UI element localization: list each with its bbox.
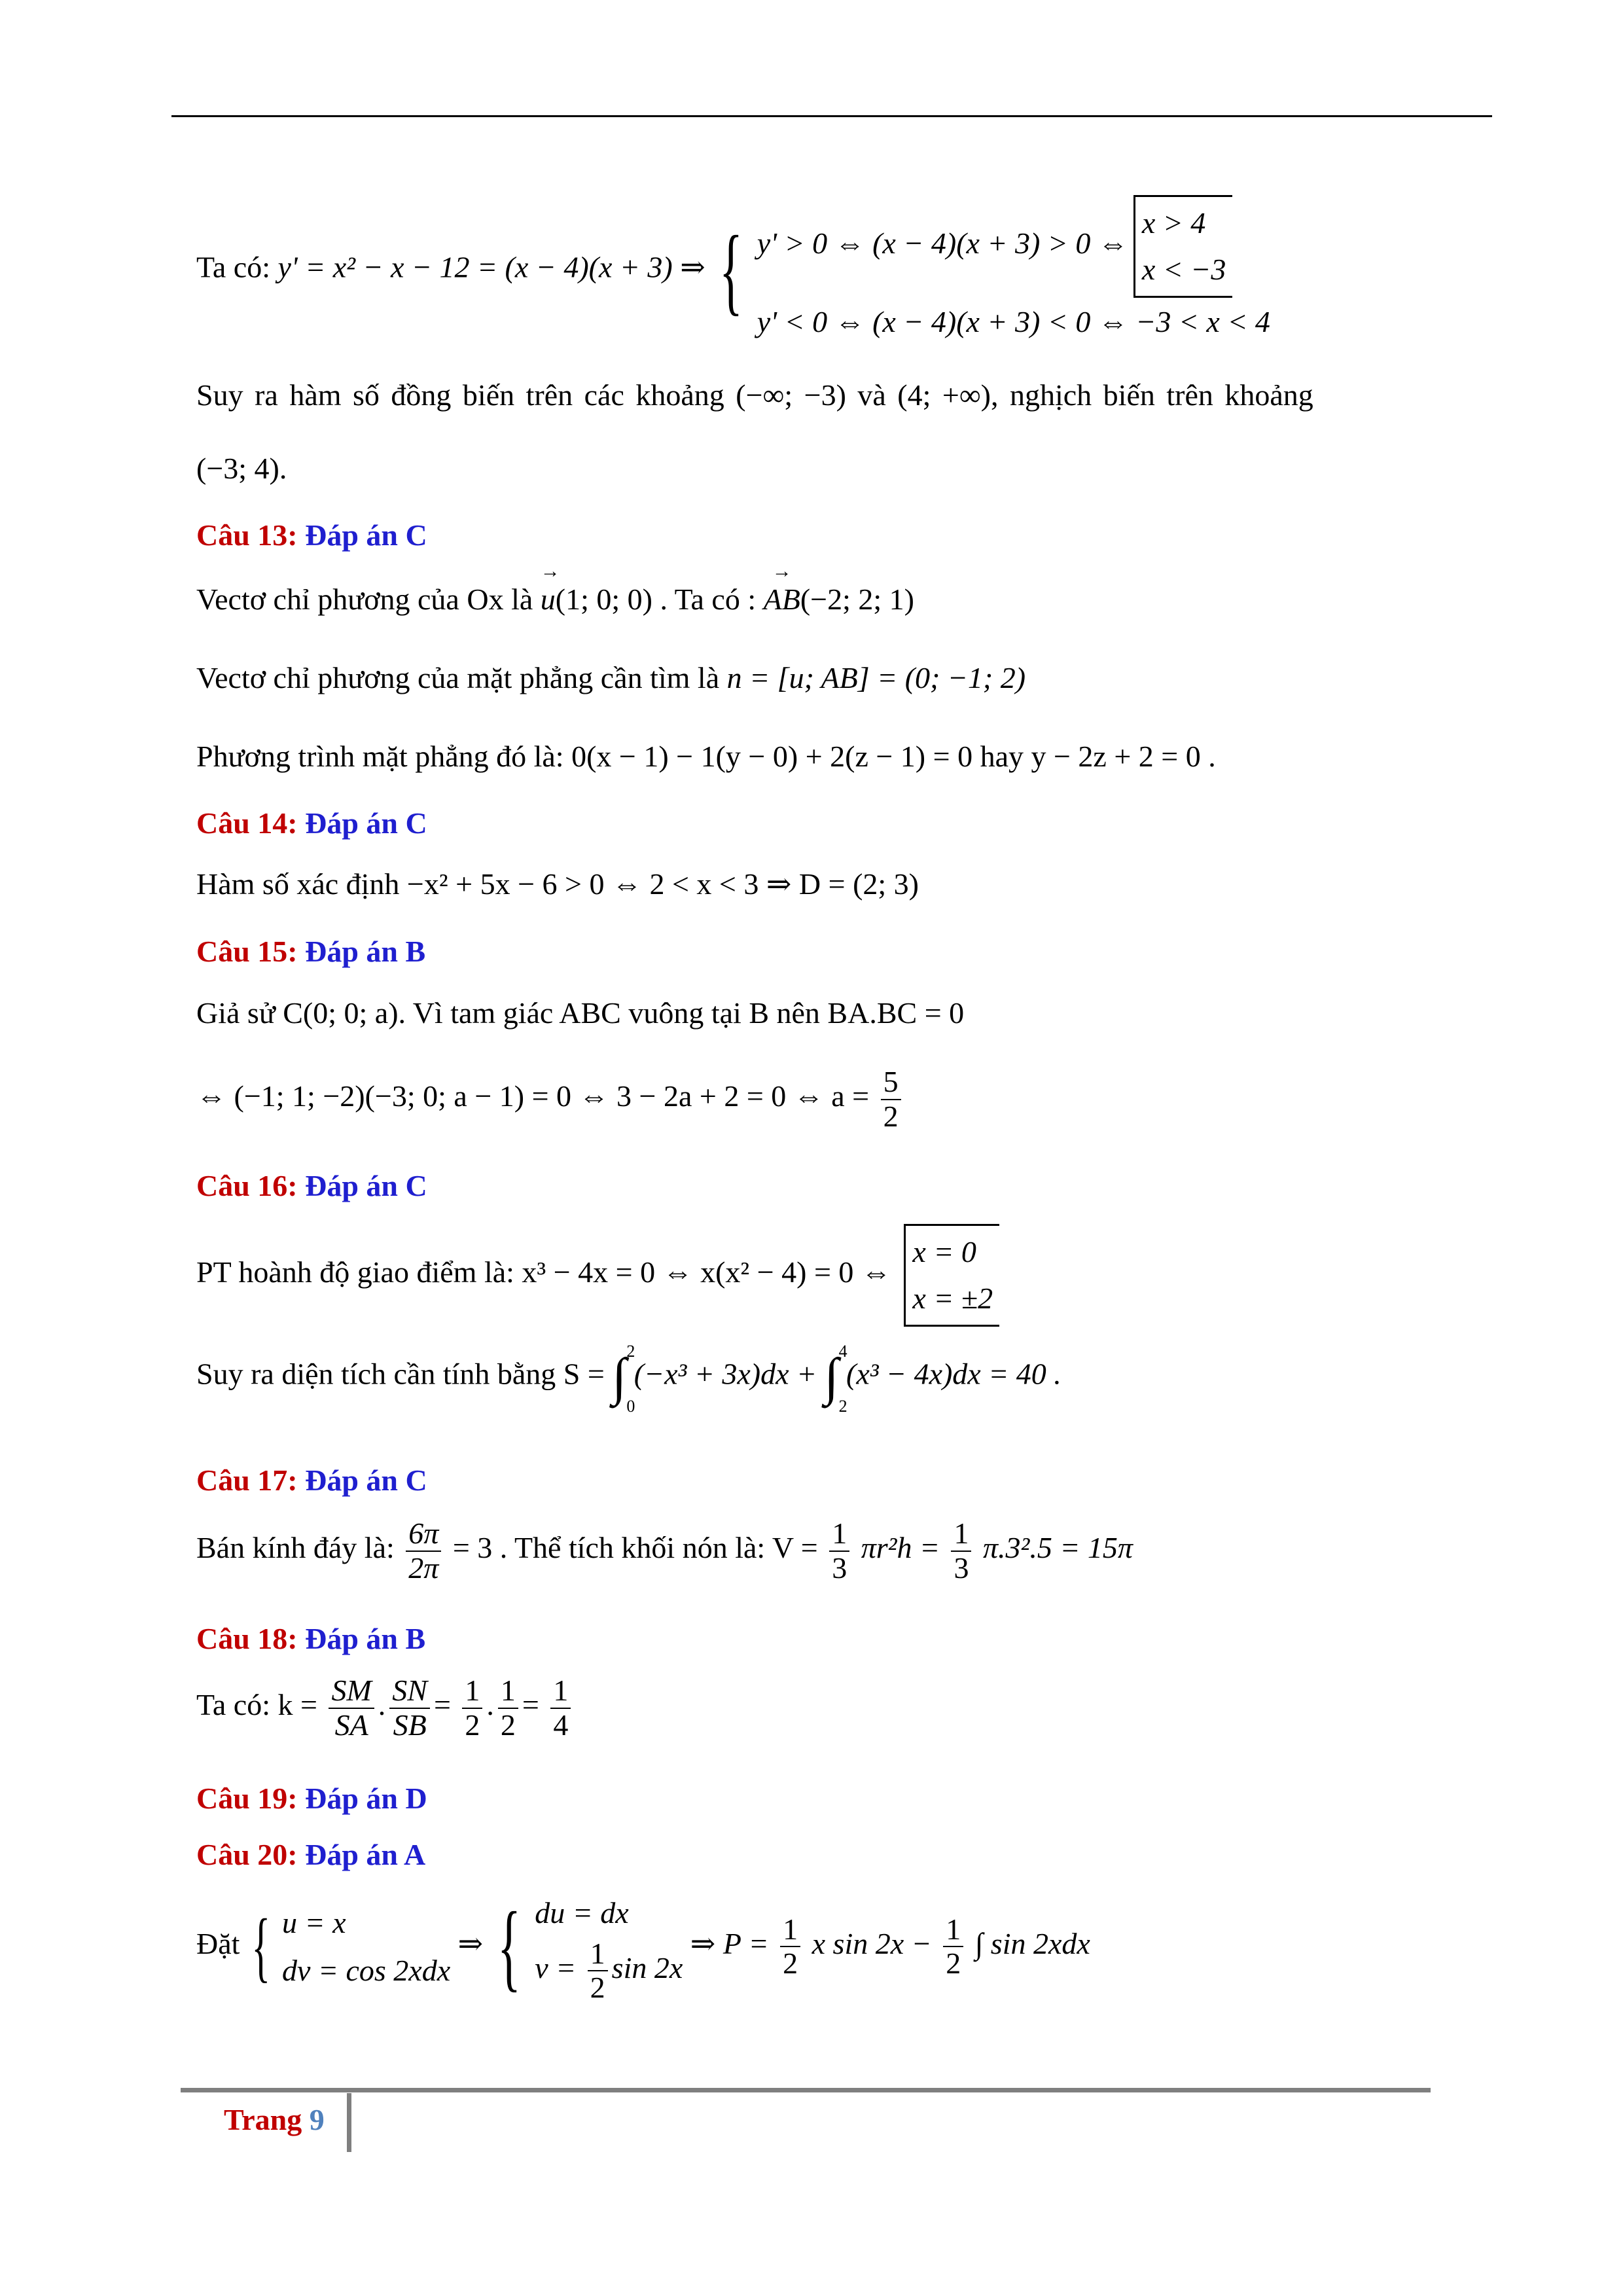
fraction: $\frac{1}{3}$ xyxy=(951,1517,971,1585)
fraction: $\frac{5}{2}$ xyxy=(881,1066,901,1133)
q17-line1: Bán kính đáy là: $\frac{6\pi}{2\pi}$ = 3 . Thể tích khối nón là: V = $\frac{1}{3}$ πr²h = $\frac{1}{3}$ π.3².5 = 15π xyxy=(196,1516,1133,1585)
monotonic-text-cont: (−3; 4). xyxy=(196,452,287,485)
fraction: $\frac{1}{2}$ xyxy=(943,1913,963,1981)
q18-line1: Ta có: k = $\frac{SM}{SA}$ . $\frac{SN}{SB}$ = $\frac{1}{2}$ . $\frac{1}{2}$ = $\frac{1}{4}$ xyxy=(196,1674,575,1742)
q13-line3: Phương trình mặt phẳng đó là: 0(x − 1) − 1(y − 0) + 2(z − 1) = 0 hay y − 2z + 2 = 0 . xyxy=(196,740,1216,773)
q14-line1: Hàm số xác định −x² + 5x − 6 > 0 ⇔ 2 < x < 3 ⇒ D = (2; 3) xyxy=(196,867,919,901)
integral-sign: ∫ 2 0 xyxy=(612,1342,635,1416)
fraction: $\frac{SM}{SA}$ xyxy=(329,1674,374,1742)
system-brace: { xyxy=(251,1903,271,1990)
question-14-heading: Câu 14: Đáp án C xyxy=(196,806,427,840)
fraction: $\frac{SN}{SB}$ xyxy=(389,1674,430,1742)
footer-divider xyxy=(347,2093,351,2152)
fraction: $\frac{1}{2}$ xyxy=(498,1674,518,1742)
question-19-heading: Câu 19: Đáp án D xyxy=(196,1782,427,1815)
question-17-heading: Câu 17: Đáp án C xyxy=(196,1463,427,1497)
fraction: $\frac{1}{3}$ xyxy=(829,1517,849,1585)
footer-rule xyxy=(181,2088,1431,2092)
q20-line1: Đặt { u = x dv = cos 2xdx ⇒ { du = dx v = $\frac{1}{2}$ sin 2x ⇒ P = $\frac{1}{2}$ x sin 2x − $\frac{1}{2}$ ∫ sin 2xdx xyxy=(196,1889,1090,2005)
fraction: $\frac{1}{2}$ xyxy=(462,1674,482,1742)
substitution-system: u = x dv = cos 2xdx xyxy=(282,1905,451,1988)
integral-sign: ∫ 4 2 xyxy=(824,1342,847,1416)
question-15-heading: Câu 15: Đáp án B xyxy=(196,935,426,968)
fraction: $\frac{1}{4}$ xyxy=(550,1674,571,1742)
fraction: $\frac{1}{2}$ xyxy=(780,1913,800,1981)
derivative-line: Ta có: y' = x² − x − 12 = (x − 4)(x + 3) ⇒ { y' > 0 ⇔ (x − 4)(x + 3) > 0 ⇔ x > 4 x < −3 y' < 0 ⇔ (x − 4)(x + 3) < 0 ⇔ −3 < x < 4 xyxy=(196,195,1270,346)
q15-line2: ⇔ (−1; 1; −2)(−3; 0; a − 1) = 0 ⇔ 3 − 2a + 2 = 0 ⇔ a = $\frac{5}{2}$ xyxy=(196,1066,905,1133)
q16-line2: Suy ra diện tích cần tính bằng S = ∫ 2 0 (−x³ + 3x)dx + ∫ 4 2 (x³ − 4x)dx = 40 . xyxy=(196,1342,1061,1416)
sign-system: y' > 0 ⇔ (x − 4)(x + 3) > 0 ⇔ x > 4 x < −3 y' < 0 ⇔ (x − 4)(x + 3) < 0 ⇔ −3 < x < 4 xyxy=(757,195,1270,346)
question-20-heading: Câu 20: Đáp án A xyxy=(196,1838,426,1871)
q16-line1: PT hoành độ giao điểm là: x³ − 4x = 0 ⇔ x(x² − 4) = 0 ⇔ x = 0 x = ±2 xyxy=(196,1224,999,1327)
page-number: Trang 9 xyxy=(224,2103,325,2136)
fraction: $\frac{6\pi}{2\pi}$ xyxy=(406,1517,441,1585)
system-brace: { xyxy=(497,1892,521,2001)
monotonic-text: Suy ra hàm số đồng biến trên các khoảng (−∞; −3) và (4; +∞), nghịch biến trên khoảng xyxy=(196,378,1313,412)
question-13-heading: Câu 13: Đáp án C xyxy=(196,518,427,552)
solution-bracket: x > 4 x < −3 xyxy=(1133,195,1233,298)
question-16-heading: Câu 16: Đáp án C xyxy=(196,1169,427,1202)
q13-line1: Vectơ chỉ phương của Ox là → u(1; 0; 0) . Ta có : → AB(−2; 2; 1) xyxy=(196,583,914,617)
system-brace: { xyxy=(719,216,743,325)
roots-bracket: x = 0 x = ±2 xyxy=(904,1224,999,1327)
question-18-heading: Câu 18: Đáp án B xyxy=(196,1622,426,1655)
q15-line1: Giả sử C(0; 0; a). Vì tam giác ABC vuông tại B nên BA.BC = 0 xyxy=(196,996,965,1030)
header-rule xyxy=(171,115,1492,117)
q13-line2: Vectơ chỉ phương của mặt phẳng cần tìm là n = [u; AB] = (0; −1; 2) xyxy=(196,661,1026,694)
derived-system: du = dx v = $\frac{1}{2}$ sin 2x xyxy=(535,1896,683,2005)
derivative-expr: y' = x² − x − 12 = (x − 4)(x + 3) ⇒ xyxy=(277,250,705,284)
fraction: $\frac{1}{2}$ xyxy=(588,1937,608,2005)
